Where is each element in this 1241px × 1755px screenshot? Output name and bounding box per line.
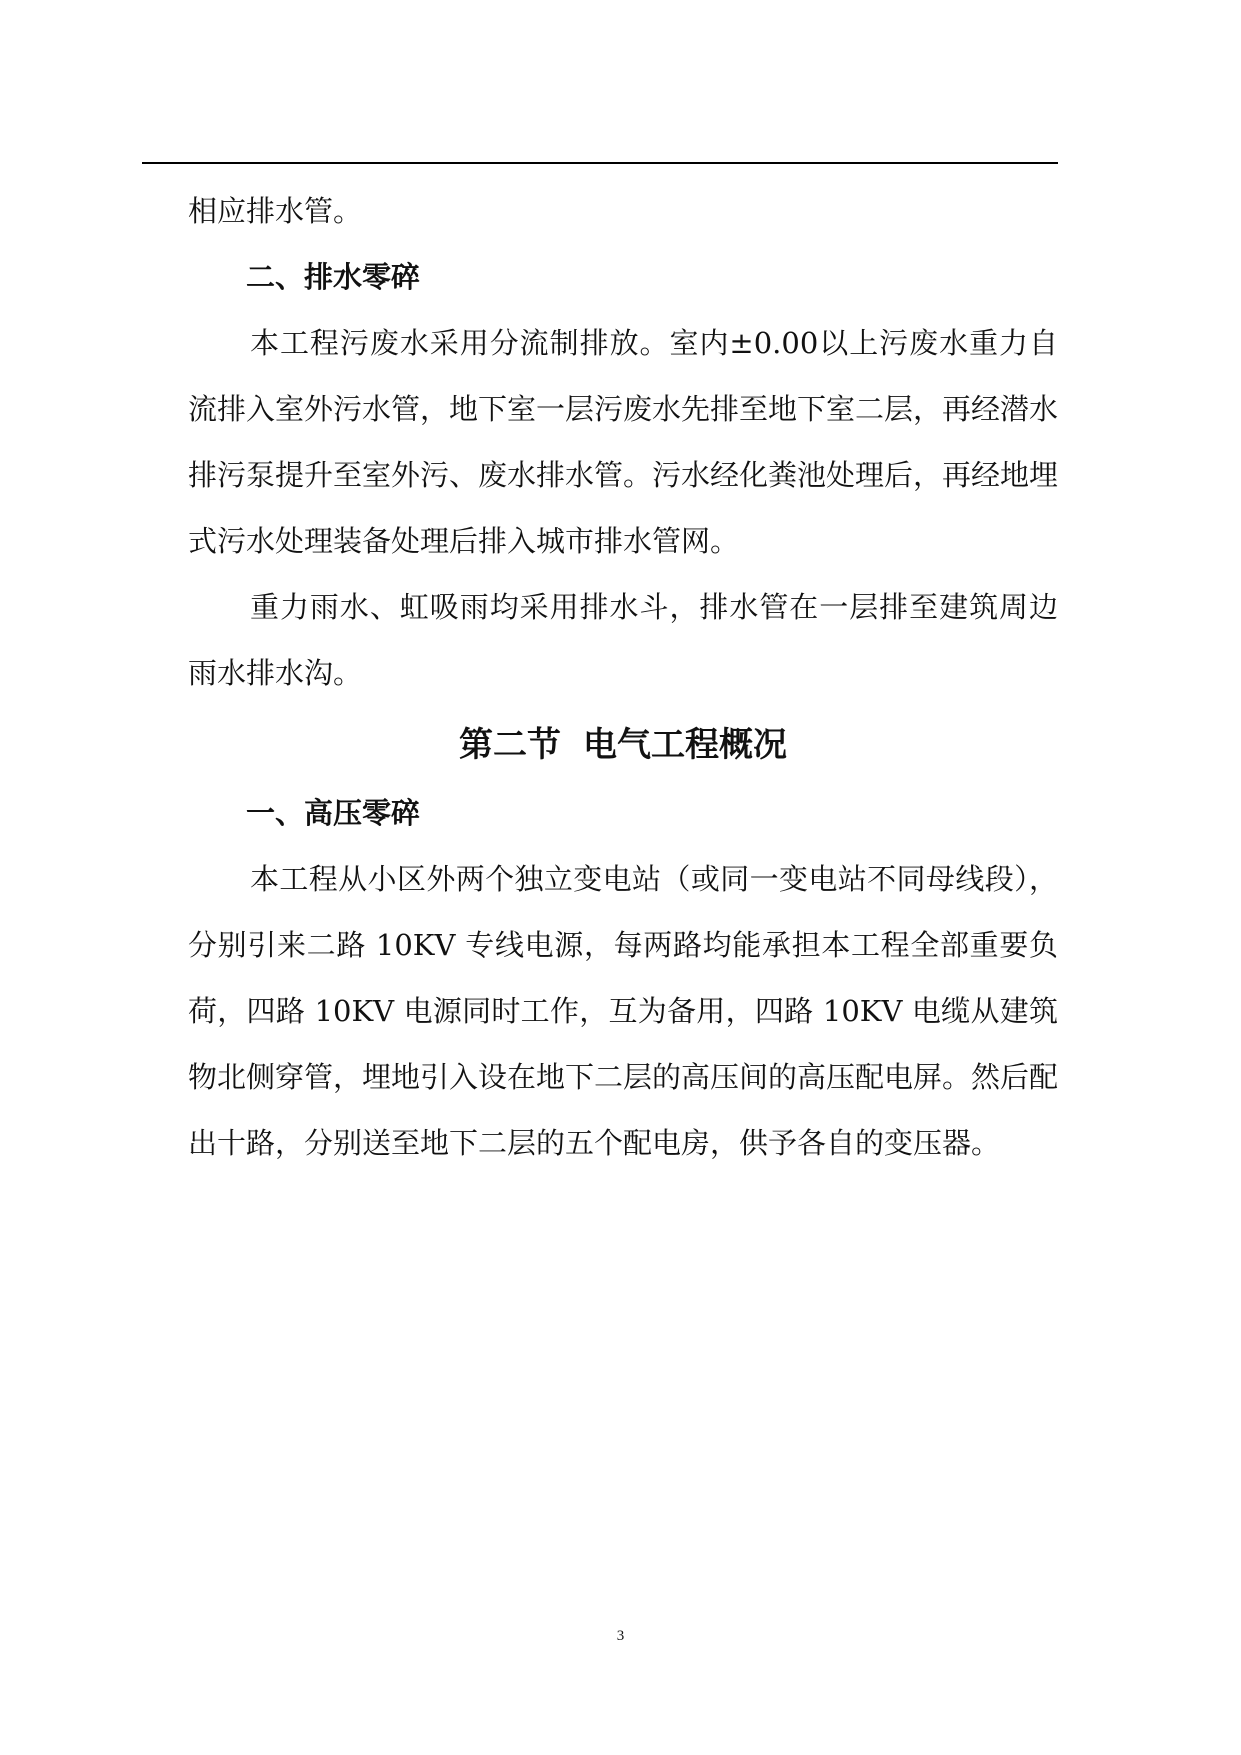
section-number: 第二节	[459, 725, 561, 765]
high-voltage-paragraph: 本工程从小区外两个独立变电站（或同一变电站不同母线段），分别引来二路 10KV 专线电源，每两路均能承担本工程全部重要负荷，四路 10KV 电源同时工作，互为备用，四路 10KV 电缆从建筑物北侧穿管，埋地引入设在地下二层的高压间的高压配电屏。然后配出十路，分别送至地下二层的五个配电房，供予各自的变压器。	[188, 862, 1059, 1160]
section-title	[188, 706, 1058, 780]
drainage-heading: 二、排水零碎	[246, 260, 421, 294]
page-content	[188, 178, 1058, 1176]
header-rule	[142, 162, 1058, 164]
section-name: 电气工程概况	[583, 725, 787, 765]
drainage-paragraph-1: 本工程污废水采用分流制排放。室内±0.00以上污废水重力自流排入室外污水管，地下室一层污废水先排至地下室二层，再经潜水排污泵提升至室外污、废水排水管。污水经化粪池处理后，再经地埋式污水处理装备处理后排入城市排水管网。	[188, 326, 1059, 558]
page-number: 3	[616, 1628, 625, 1644]
continuation-text: 相应排水管。	[188, 194, 363, 228]
high-voltage-heading: 一、高压零碎	[246, 796, 421, 830]
drainage-paragraph-2: 重力雨水、虹吸雨均采用排水斗，排水管在一层排至建筑周边雨水排水沟。	[188, 590, 1058, 690]
